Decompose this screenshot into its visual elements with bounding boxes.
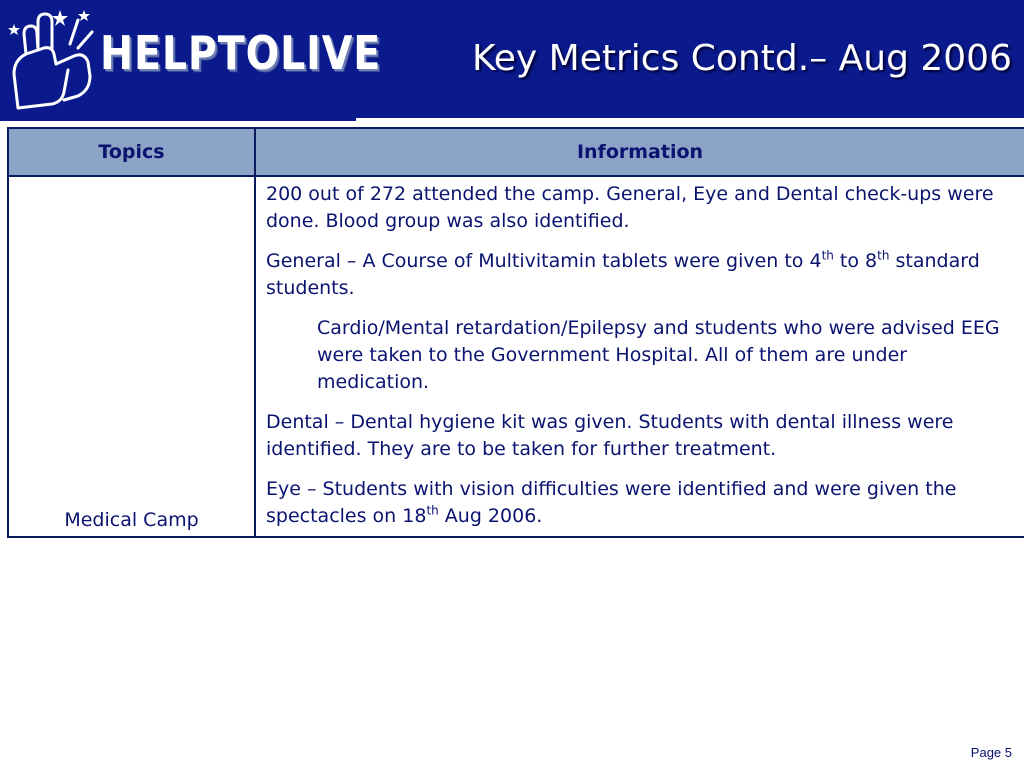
column-header-topics: Topics bbox=[8, 128, 255, 176]
information-cell bbox=[255, 176, 1024, 537]
column-header-information: Information bbox=[255, 128, 1024, 176]
info-paragraph-cardio: Cardio/Mental retardation/Epilepsy and students who were advised EEG were taken to the Government Hospital. All of them are under medication. bbox=[317, 317, 1000, 393]
header-rule bbox=[0, 118, 356, 121]
page-number: Page 5 bbox=[970, 745, 1012, 760]
header-banner bbox=[0, 0, 1024, 118]
info-paragraph-general: General – A Course of Multivitamin tablets were given to 4th to 8th standard students. bbox=[266, 248, 980, 299]
info-paragraph-summary: 200 out of 272 attended the camp. General, Eye and Dental check-ups were done. Blood group was also identified. bbox=[266, 183, 994, 232]
topic-cell: Medical Camp bbox=[8, 176, 255, 537]
metrics-table bbox=[7, 127, 1024, 538]
info-paragraph-eye: Eye – Students with vision difficulties were identified and were given the spectacles on 18th Aug 2006. bbox=[266, 478, 957, 527]
hands-stars-icon bbox=[4, 4, 96, 116]
table-row bbox=[8, 176, 1024, 537]
page-title: Key Metrics Contd.– Aug 2006 bbox=[471, 38, 1012, 79]
logo-text: HELPTOLIVE bbox=[100, 26, 382, 80]
info-paragraph-dental: Dental – Dental hygiene kit was given. Students with dental illness were identified. They are to be taken for further treatment. bbox=[266, 411, 954, 460]
table-header-row bbox=[8, 128, 1024, 176]
